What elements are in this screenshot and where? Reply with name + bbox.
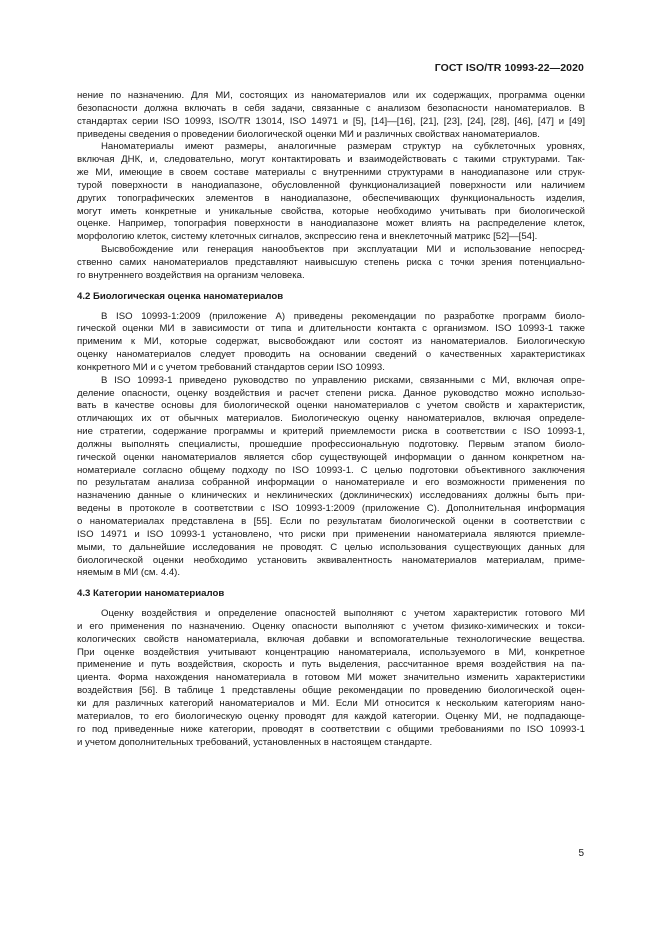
document-body bbox=[77, 90, 585, 749]
text-line: безопасности должна включать в себя задачи, связанные с анализом безопасности наноматериалов. В bbox=[77, 102, 585, 114]
text-line: по результатам анализа собранной информации о наноматериале и его возможности применения по bbox=[77, 477, 585, 489]
text-line: биологической оценки необходимо установить эквивалентность наноматериалов материалам, приме- bbox=[77, 554, 585, 566]
section-heading: 4.2 Биологическая оценка наноматериалов bbox=[77, 290, 284, 302]
text-line: В ISO 10993-1 приведено руководство по управлению рисками, связанными с МИ, включая опре- bbox=[101, 374, 585, 386]
text-line: и учетом дополнительных требований, установленных в настоящем стандарте. bbox=[77, 736, 433, 748]
text-line: деление опасности, оценку воздействия и расчет степени риска. Данное руководство можно использо- bbox=[77, 387, 585, 399]
section-heading: 4.3 Категории наноматериалов bbox=[77, 588, 225, 600]
text-line: должны выполнять специалисты, прошедшие профессиональную подготовку. Первым этапом биоло- bbox=[77, 438, 585, 450]
text-line: других топографических элементов в нанодиапазоне, обеспечивающих функциональность изделия, bbox=[77, 192, 585, 204]
text-line: го под приведенные ниже категории, проводят в соответствии с общими требованиями по ISO 10993-1 bbox=[77, 723, 585, 735]
text-line: же МИ, имеющие в своем составе материалы с внутренними структурами в нанодиапазоне или струк- bbox=[77, 167, 585, 179]
text-line: вать в качестве основы для биологической оценки наноматериалов с учетом свойств и характеристик, bbox=[77, 400, 585, 412]
text-line: конкретного МИ и с учетом требований стандартов серии ISO 10993. bbox=[77, 361, 385, 373]
text-line: го внутреннего воздействия на организм человека. bbox=[77, 269, 305, 281]
text-line: ведены в протоколе в соответствии с ISO 10993-1:2009 (приложение С). Дополнительная информация bbox=[77, 503, 585, 515]
text-line: При оценке воздействия учитывают концентрацию наноматериала, используемого в МИ, конкретное bbox=[77, 646, 585, 658]
text-line: Наноматериалы имеют размеры, аналогичные размерам структур на субклеточных уровнях, bbox=[101, 141, 585, 153]
text-line: материалов, то его биологическую оценку проводят для каждой категории. Оценку МИ, не подпадающе- bbox=[77, 710, 585, 722]
text-line: гической оценки МИ в зависимости от типа и длительности контакта с организмом. ISO 10993-1 также bbox=[77, 323, 585, 335]
text-line: стандартах серии ISO 10993, ISO/TR 13014, ISO 14971 и [5], [14]—[16], [21], [23], [24], [28], [46], [47] и [49] bbox=[77, 115, 585, 127]
paragraph bbox=[77, 608, 585, 749]
text-line: воздействия [56]. В таблице 1 представлены общие рекомендации по проведению биологической оцен- bbox=[77, 685, 585, 697]
text-line: назначению данные о клинических и неклинических (доклинических) исследованиях должны быть при- bbox=[77, 490, 585, 502]
text-line: кологических свойств наноматериала, включая добавки и вспомогательные технологические вещества. bbox=[77, 633, 585, 645]
text-line: применим к МИ, которые содержат, высвобождают или состоят из наноматериалов. Биологическую bbox=[77, 336, 585, 348]
page-number: 5 bbox=[578, 848, 584, 859]
text-line: турой поверхности в нанодиапазоне, обусловленной функционализацией поверхности или наличием bbox=[77, 179, 585, 191]
text-line: Высвобождение или генерация нанообъектов при эксплуатации МИ и использование непосред- bbox=[101, 244, 585, 256]
text-line: ние стратегии, содержание программы и критерий приемлемости риска в соответствии с ISO 10993-1, bbox=[77, 426, 585, 438]
text-line: няемым в МИ (см. 4.4). bbox=[77, 567, 181, 579]
text-line: циента. Форма нахождения наноматериала в готовом МИ может значительно изменить характеристики bbox=[77, 672, 585, 684]
text-line: ки для различных категорий наноматериалов и МИ. Если МИ относится к нескольким категориям нано- bbox=[77, 697, 585, 709]
text-line: гической оценки наноматериалов является сбор существующей информации о данном конкретном на- bbox=[77, 451, 585, 463]
text-line: приведены сведения о проведении биологической оценки МИ и различных свойствах наноматериалов. bbox=[77, 128, 540, 140]
text-line: применение и путь воздействия, скорость и путь выделения, рассчитанное время воздействия на па- bbox=[77, 659, 585, 671]
paragraph bbox=[77, 311, 585, 375]
paragraph bbox=[77, 244, 585, 283]
text-line: и его применения по назначению. Оценку опасности выполняют с учетом физико-химических и токси- bbox=[77, 620, 585, 632]
text-line: включая ДНК, и, следовательно, могут контактировать и взаимодействовать с такими структурами. Так- bbox=[77, 154, 585, 166]
text-line: мыми, то дальнейшие исследования не проводят. С целью использования существующих данных для bbox=[77, 541, 585, 553]
paragraph bbox=[77, 141, 585, 244]
text-line: В ISO 10993-1:2009 (приложение А) приведены рекомендации по разработке программ биоло- bbox=[101, 310, 585, 322]
text-line: морфологию клеток, систему клеточных сигналов, экспрессию гена и внеклеточный матрикс [52]—[54]. bbox=[77, 231, 538, 243]
text-line: оценке. Например, топография поверхности в нанодиапазоне может влиять на распределение клеток, bbox=[77, 218, 585, 230]
text-line: номатериале согласно общему подходу по ISO 10993-1. С целью подготовки объективного заключения bbox=[77, 464, 585, 476]
text-line: оценку наноматериалов следует проводить на основании сведений о качественных характеристиках bbox=[77, 349, 585, 361]
text-line: ISO 14971 и ISO 10993-1 установлено, что риски при применении наноматериала являются приемле- bbox=[77, 528, 585, 540]
text-line: могут иметь конкретные и уникальные свойства, которые необходимо учитывать при биологической bbox=[77, 205, 585, 217]
paragraph bbox=[77, 90, 585, 141]
text-line: нение по назначению. Для МИ, состоящих из наноматериалов или их содержащих, программа оценки bbox=[77, 90, 585, 101]
text-line: ственно самих наноматериалов представляют наивысшую степень риска с точки зрения потенциально- bbox=[77, 256, 585, 268]
paragraph bbox=[77, 375, 585, 581]
text-line: о наноматериалах представлена в [55]. Если по результатам биологической оценки в соответствии с bbox=[77, 516, 585, 527]
text-line: Оценку воздействия и определение опасностей выполняют с учетом характеристик готового МИ bbox=[101, 608, 585, 620]
text-line: отличающих их от обычных материалов. Биологическую оценку наноматериалов, включая определе- bbox=[77, 413, 585, 425]
document-header: ГОСТ ISO/TR 10993-22—2020 bbox=[434, 62, 584, 74]
